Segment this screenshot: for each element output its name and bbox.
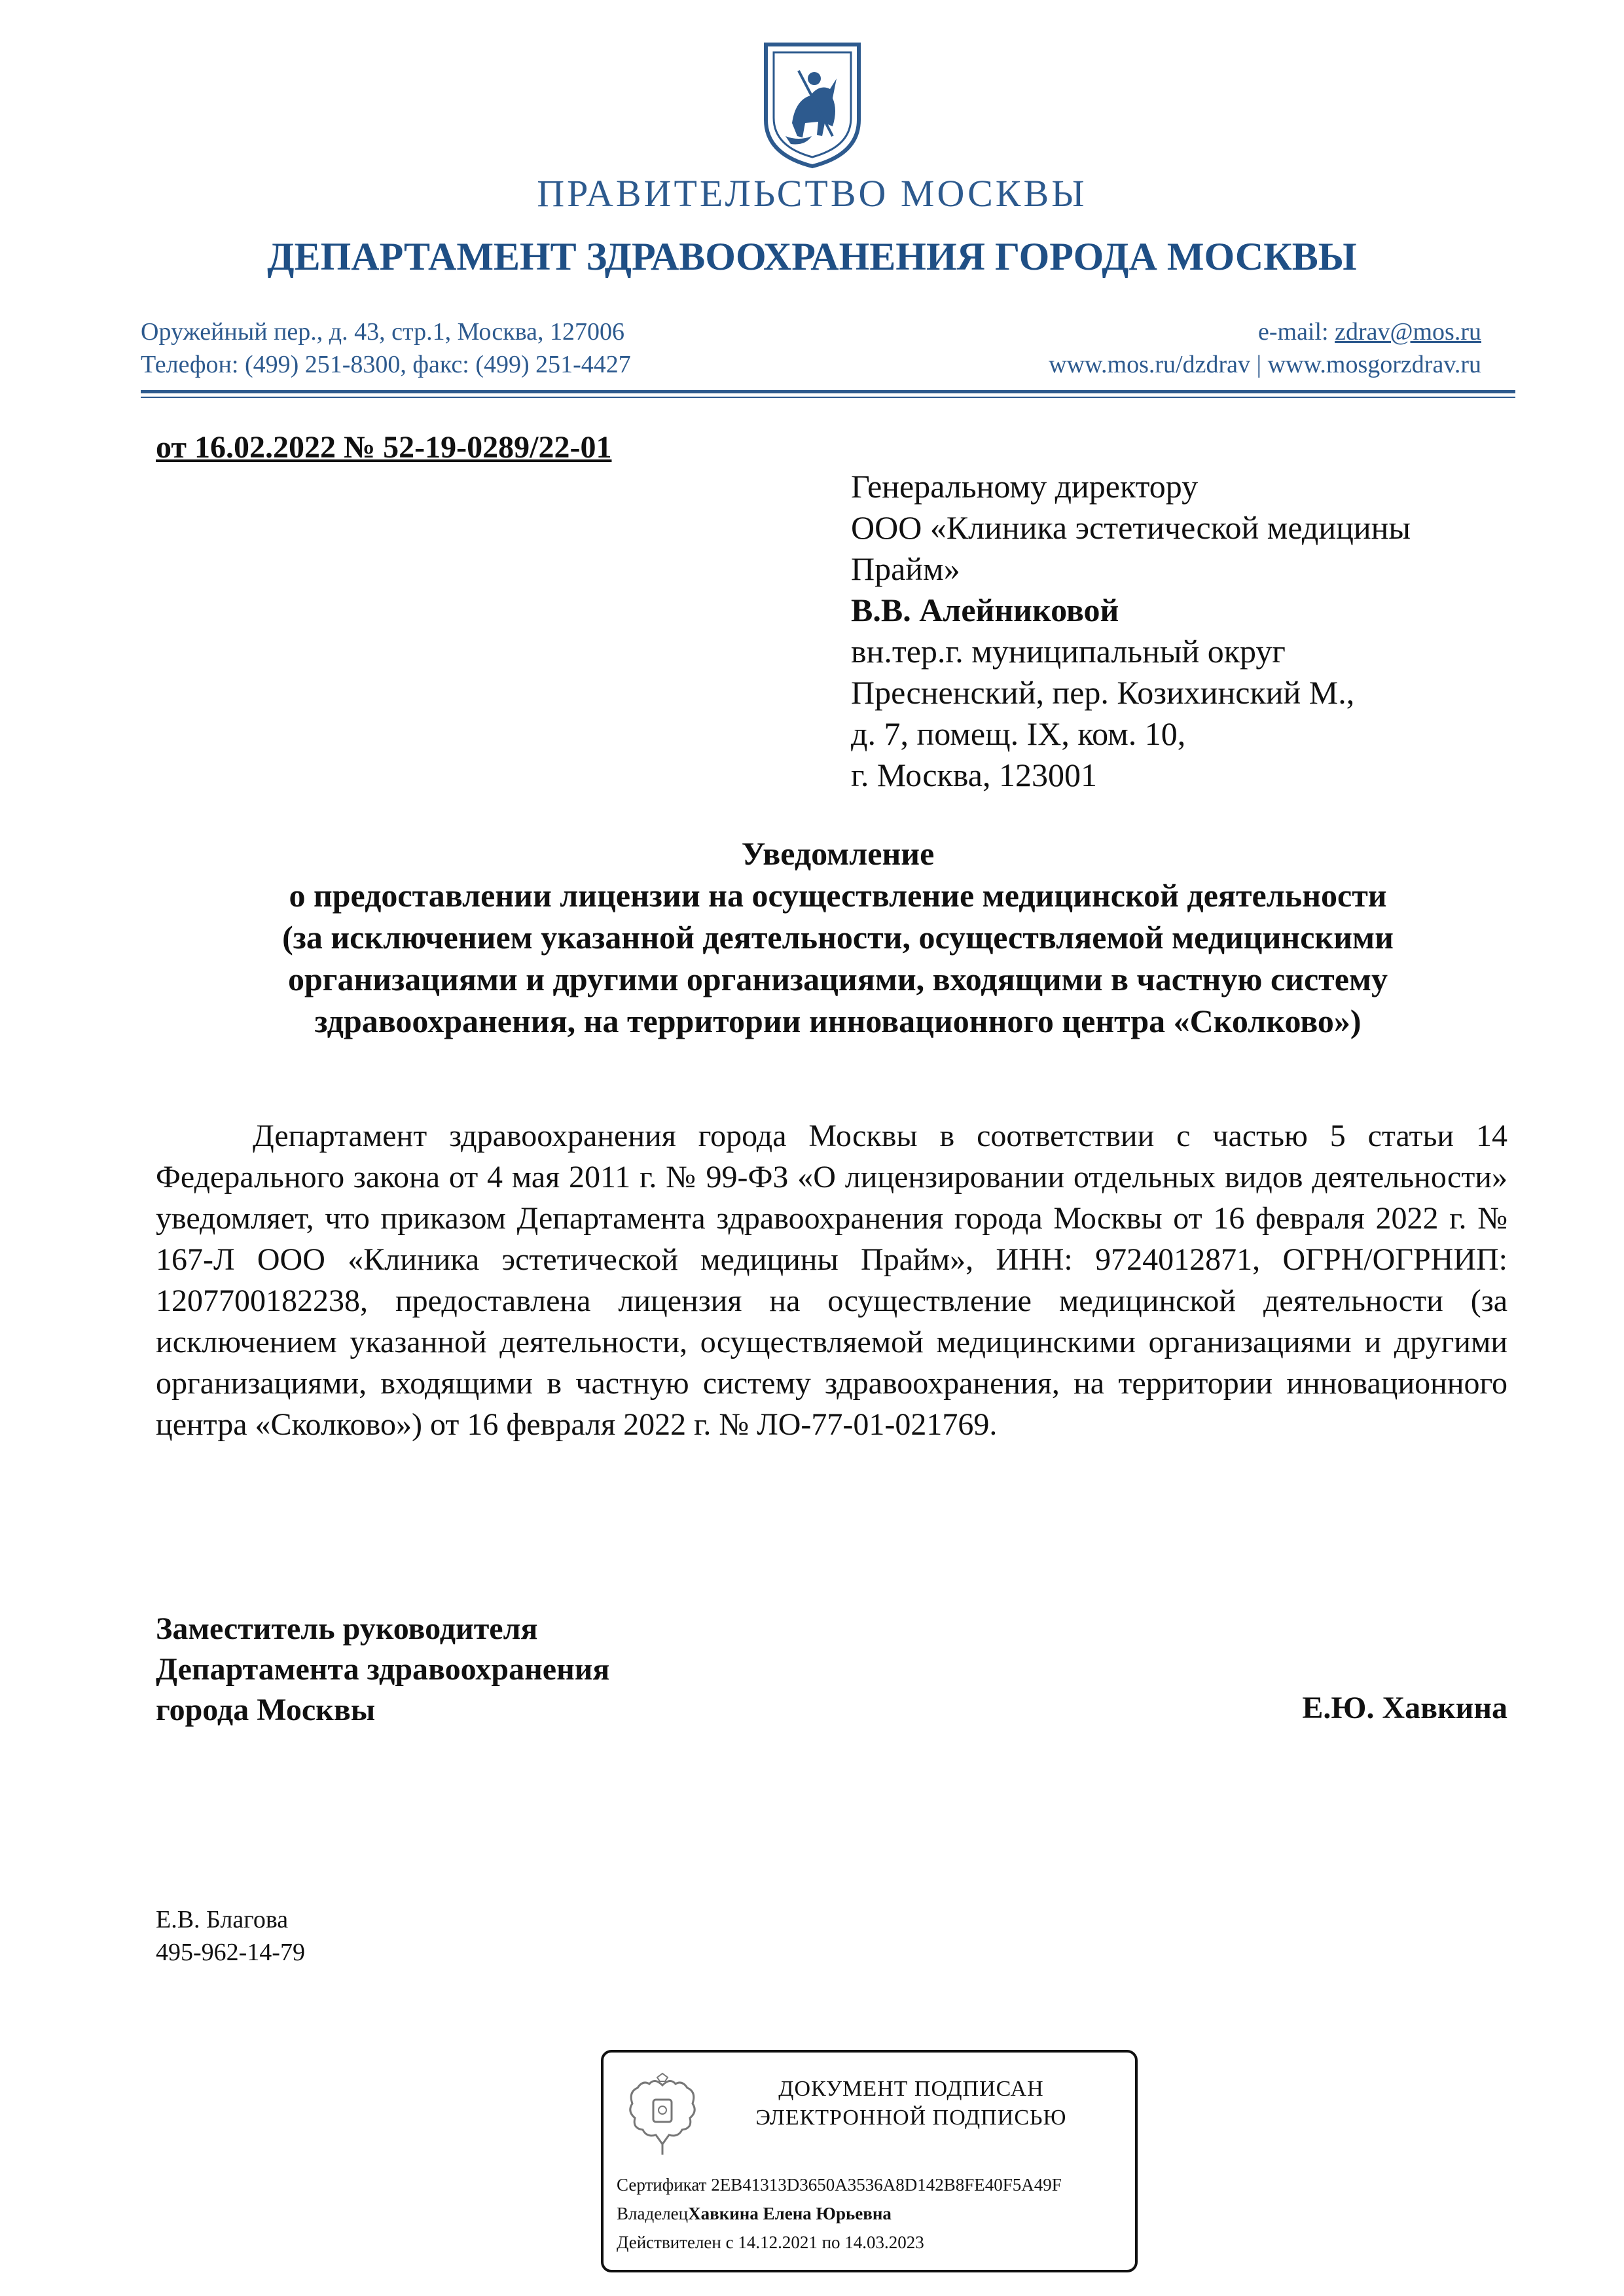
- signer-position-line: города Москвы: [156, 1693, 376, 1727]
- signer-position-line: Заместитель руководителя: [156, 1611, 538, 1646]
- notice-body: Департамент здравоохранения города Москвы в соответствии с частью 5 статьи 14 Федерального закона от 4 мая 2011 г. № 99-ФЗ «О лицензировании отдельных видов деятельности» уведомляет, что приказом Департамента здравоохранения города Москвы от 16 февраля 2022 г. № 167-Л ООО «Клиника эстетической медицины Прайм», ИНН: 9724012871, ОГРН/ОГРНИП: 1207700182238, предоставлена лицензия на осуществление медицинской деятельности (за исключением указанной деятельности, осуществляемой медицинскими организациями и другими организациями, входящими в частную систему здравоохранения, на территории инновационного центра «Сколково») от 16 февраля 2022 г. № ЛО-77-01-021769.: [156, 1119, 1507, 1442]
- department-contacts: [1049, 315, 1481, 381]
- signer-position-line: Департамента здравоохранения: [156, 1652, 610, 1687]
- phone-fax-line: Телефон: (499) 251-8300, факс: (499) 251-4427: [141, 351, 631, 378]
- executor-name: Е.В. Благова: [156, 1906, 289, 1933]
- department-title: ДЕПАРТАМЕНТ ЗДРАВООХРАНЕНИЯ ГОРОДА МОСКВЫ: [267, 235, 1357, 278]
- signer-name: Е.Ю. Хавкина: [1302, 1691, 1507, 1725]
- notice-title-line: Уведомление: [741, 835, 935, 872]
- recipient-address-line: вн.тер.г. муниципальный округ: [851, 633, 1286, 670]
- signature-stamp-heading-line: ЭЛЕКТРОННОЙ ПОДПИСЬЮ: [755, 2106, 1067, 2130]
- signer-position: [156, 1609, 609, 1731]
- executor-phone: 495-962-14-79: [156, 1939, 305, 1966]
- owner-name: Хавкина Елена Юрьевна: [688, 2204, 892, 2223]
- recipient-line: Генеральному директору: [851, 468, 1199, 505]
- recipient-address-line: Пресненский, пер. Козихинский М.,: [851, 674, 1355, 711]
- moscow-coat-of-arms-icon: [759, 38, 865, 169]
- header-divider: [141, 390, 1515, 393]
- executor-block: [156, 1903, 305, 1969]
- notice-title-line: организациями и другими организациями, входящими в частную систему: [287, 961, 1388, 997]
- header-divider-thin: [141, 397, 1515, 398]
- electronic-signature-stamp: [601, 2050, 1138, 2272]
- recipient-address-line: г. Москва, 123001: [851, 757, 1097, 793]
- department-address: [141, 315, 631, 381]
- certificate-number: Сертификат 2EB41313D3650A3536A8D142B8FE40F5A49F: [617, 2175, 1062, 2195]
- websites-line[interactable]: www.mos.ru/dzdrav | www.mosgorzdrav.ru: [1049, 351, 1481, 378]
- email-link[interactable]: zdrav@mos.ru: [1335, 318, 1481, 346]
- recipient-address-line: д. 7, помещ. IX, ком. 10,: [851, 715, 1186, 752]
- registration-number: от 16.02.2022 № 52-19-0289/22-01: [156, 430, 612, 465]
- recipient-line: ООО «Клиника эстетической медицины: [851, 509, 1411, 546]
- address-line: Оружейный пер., д. 43, стр.1, Москва, 127006: [141, 318, 624, 346]
- recipient-block: [851, 466, 1411, 796]
- signature-stamp-details: [617, 2170, 1062, 2257]
- recipient-line: Прайм»: [851, 550, 960, 587]
- double-headed-eagle-icon: [623, 2072, 702, 2157]
- email-line: [1049, 315, 1481, 348]
- government-title: ПРАВИТЕЛЬСТВО МОСКВЫ: [537, 172, 1087, 215]
- notice-title-line: здравоохранения, на территории инновационного центра «Сколково»): [314, 1003, 1362, 1039]
- owner-label: Владелец: [617, 2204, 689, 2223]
- recipient-name: В.В. Алейниковой: [851, 592, 1119, 628]
- notice-title-line: о предоставлении лицензии на осуществление медицинской деятельности: [289, 877, 1387, 914]
- signature-stamp-heading-line: ДОКУМЕНТ ПОДПИСАН: [778, 2077, 1044, 2101]
- certificate-validity: Действителен с 14.12.2021 по 14.03.2023: [617, 2233, 924, 2252]
- email-label: e-mail:: [1257, 318, 1335, 346]
- notice-title-line: (за исключением указанной деятельности, осуществляемой медицинскими: [282, 919, 1394, 956]
- notice-title: [0, 833, 1624, 1042]
- signature-stamp-heading: [702, 2075, 1121, 2132]
- certificate-owner-line: [617, 2199, 1062, 2228]
